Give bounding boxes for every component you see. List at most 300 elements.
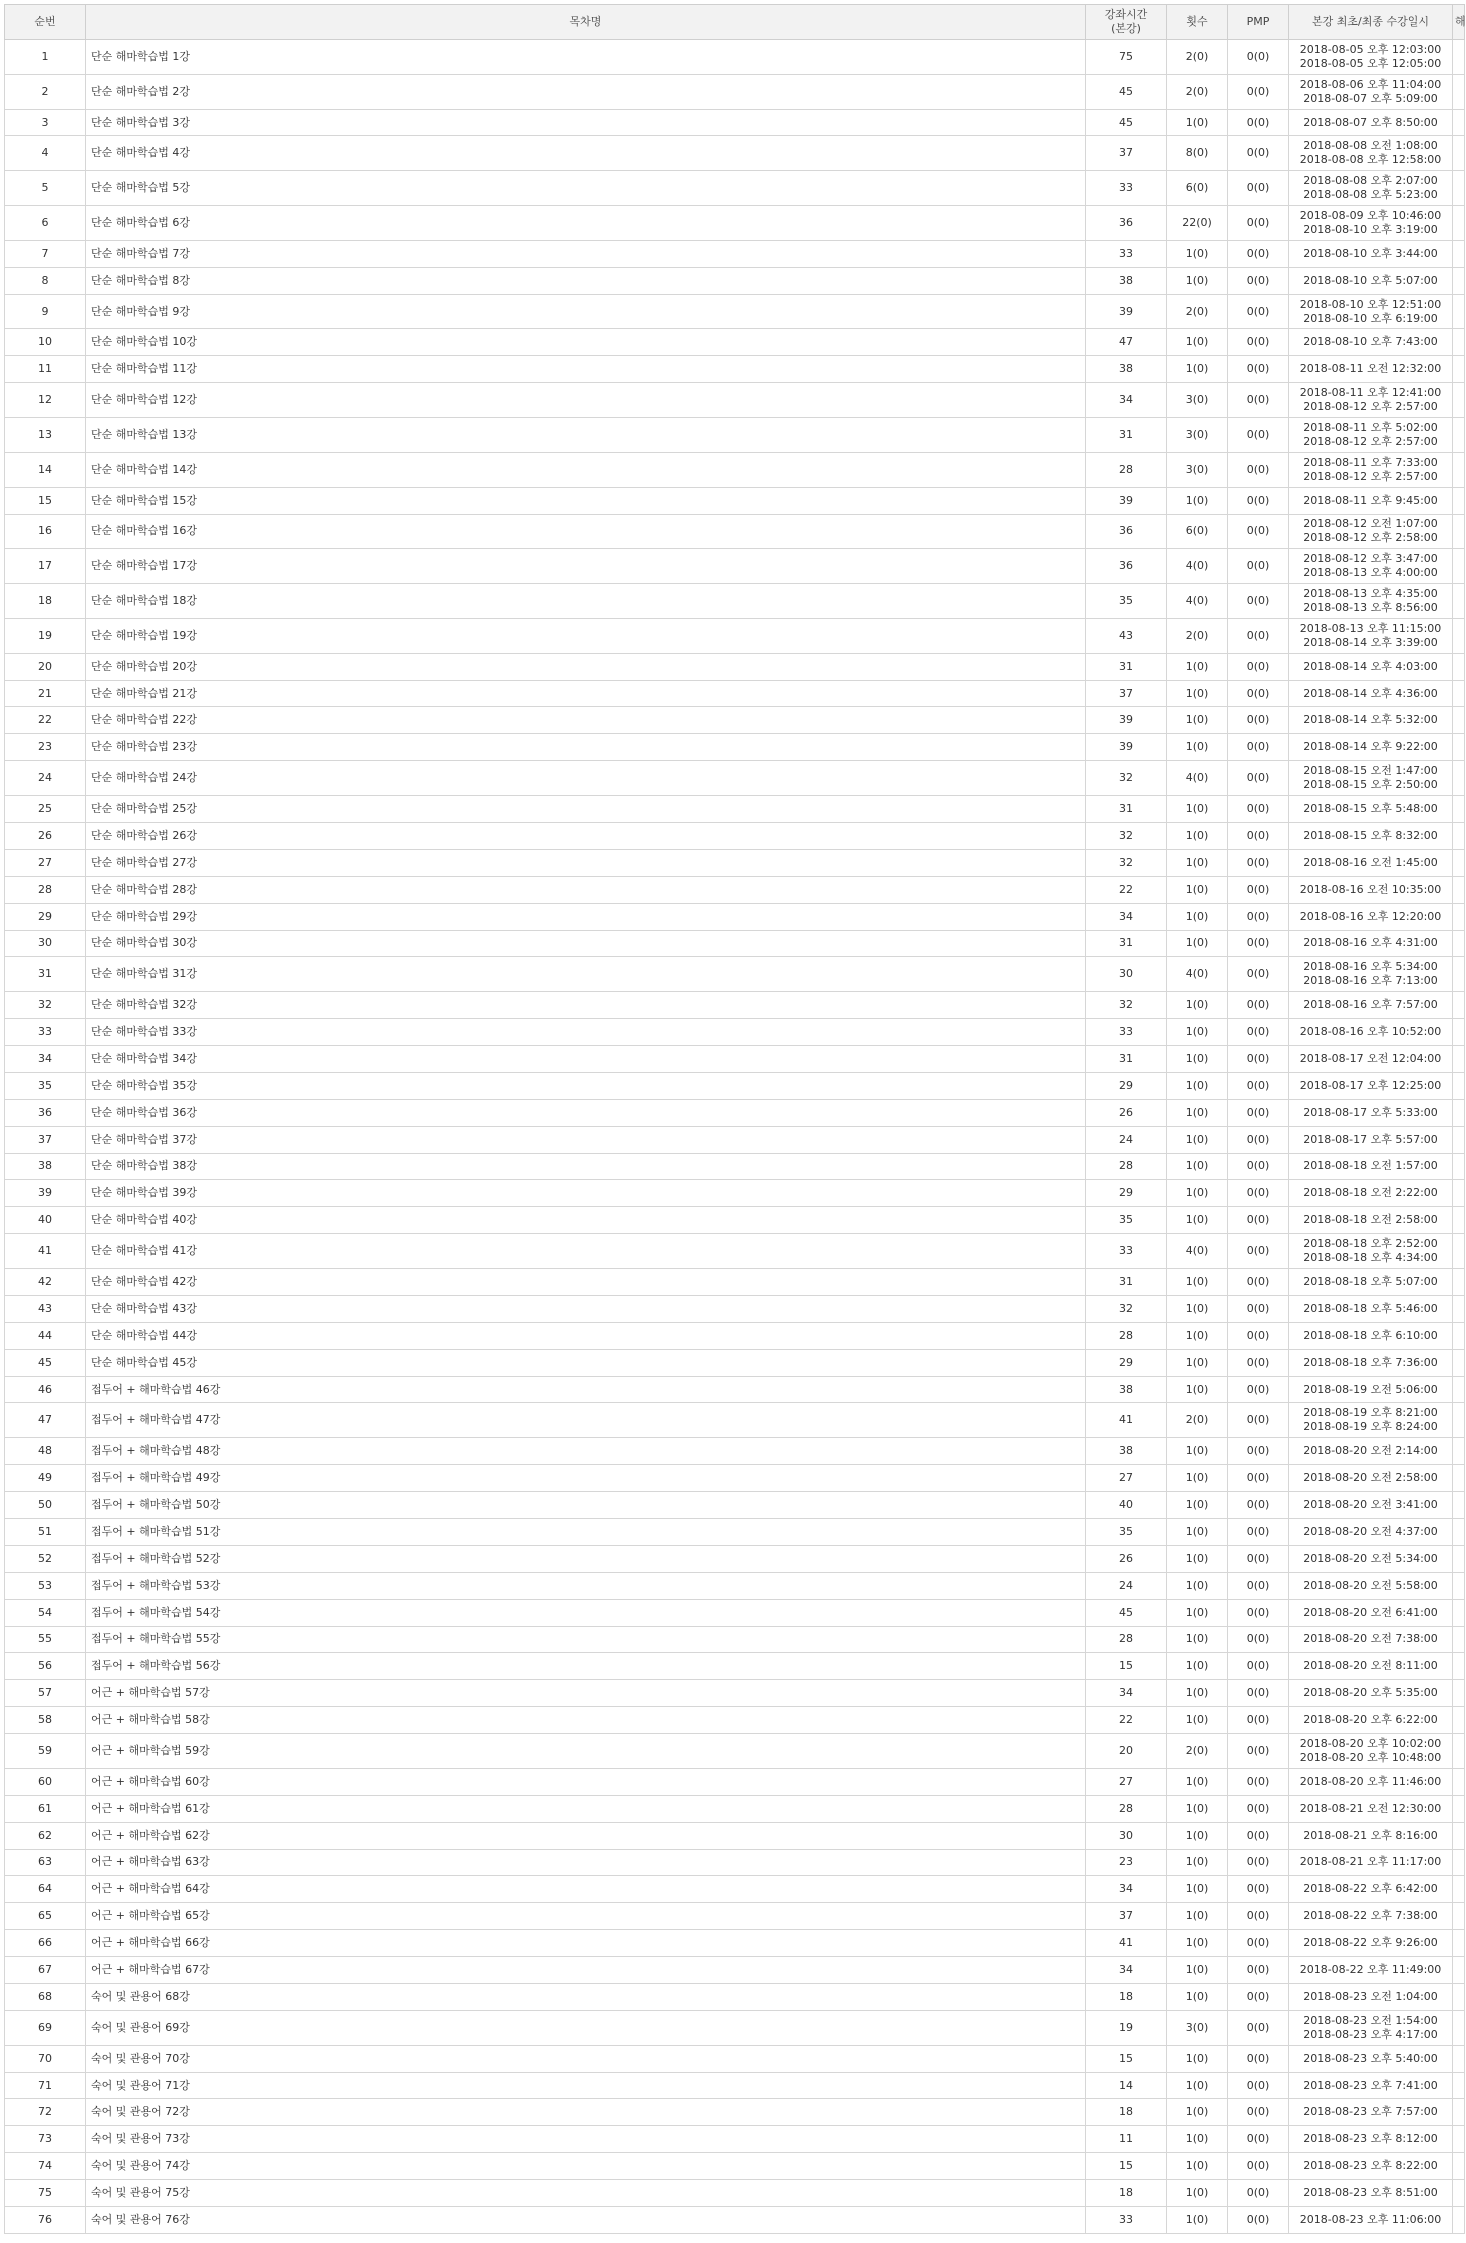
table-row <box>5 383 1465 418</box>
row-count: 4(0) <box>1167 761 1228 796</box>
row-extra <box>1453 707 1465 734</box>
table-row <box>5 1599 1465 1626</box>
row-count: 1(0) <box>1167 1322 1228 1349</box>
row-pmp: 0(0) <box>1228 734 1289 761</box>
row-no: 35 <box>5 1072 86 1099</box>
header-no: 순번 <box>5 5 86 40</box>
row-pmp: 0(0) <box>1228 1295 1289 1322</box>
row-date-first: 2018-08-11 오후 5:02:00 <box>1303 420 1438 434</box>
row-count: 1(0) <box>1167 653 1228 680</box>
row-no: 75 <box>5 2180 86 2207</box>
row-extra <box>1453 1903 1465 1930</box>
row-time: 36 <box>1086 514 1167 549</box>
row-count: 1(0) <box>1167 1626 1228 1653</box>
table-row <box>5 1126 1465 1153</box>
row-count: 1(0) <box>1167 1795 1228 1822</box>
row-no: 37 <box>5 1126 86 1153</box>
row-extra <box>1453 1707 1465 1734</box>
row-date-first: 2018-08-05 오후 12:03:00 <box>1299 42 1442 56</box>
row-dates <box>1289 2153 1453 2180</box>
table-row <box>5 1680 1465 1707</box>
row-pmp: 0(0) <box>1228 1572 1289 1599</box>
row-dates <box>1289 903 1453 930</box>
row-time: 39 <box>1086 707 1167 734</box>
row-no: 41 <box>5 1234 86 1269</box>
row-title: 어근 + 해마학습법 61강 <box>86 1795 1086 1822</box>
row-title: 접두어 + 해마학습법 48강 <box>86 1438 1086 1465</box>
row-count: 22(0) <box>1167 206 1228 241</box>
row-pmp: 0(0) <box>1228 40 1289 75</box>
row-date-first: 2018-08-11 오후 7:33:00 <box>1303 455 1438 469</box>
row-title: 어근 + 해마학습법 59강 <box>86 1734 1086 1769</box>
table-row <box>5 1207 1465 1234</box>
row-dates <box>1289 584 1453 619</box>
lecture-history-table-container <box>4 4 1466 2234</box>
row-pmp: 0(0) <box>1228 1768 1289 1795</box>
row-time: 29 <box>1086 1072 1167 1099</box>
row-time: 36 <box>1086 206 1167 241</box>
row-dates <box>1289 418 1453 453</box>
row-date-first: 2018-08-18 오후 7:36:00 <box>1303 1355 1438 1369</box>
row-date-first: 2018-08-21 오전 12:30:00 <box>1299 1801 1442 1815</box>
row-title: 단순 해마학습법 33강 <box>86 1019 1086 1046</box>
row-title: 단순 해마학습법 13강 <box>86 418 1086 453</box>
table-row <box>5 734 1465 761</box>
row-time: 28 <box>1086 1153 1167 1180</box>
table-row <box>5 584 1465 619</box>
row-extra <box>1453 2072 1465 2099</box>
row-dates <box>1289 707 1453 734</box>
row-extra <box>1453 1072 1465 1099</box>
row-time: 38 <box>1086 356 1167 383</box>
row-count: 1(0) <box>1167 2072 1228 2099</box>
row-extra <box>1453 1626 1465 1653</box>
row-no: 12 <box>5 383 86 418</box>
row-count: 1(0) <box>1167 1707 1228 1734</box>
row-date-first: 2018-08-15 오후 8:32:00 <box>1303 828 1438 842</box>
row-dates <box>1289 452 1453 487</box>
table-row <box>5 171 1465 206</box>
row-extra <box>1453 2045 1465 2072</box>
row-dates <box>1289 356 1453 383</box>
table-row <box>5 136 1465 171</box>
row-count: 2(0) <box>1167 1734 1228 1769</box>
row-time: 22 <box>1086 1707 1167 1734</box>
table-row <box>5 2126 1465 2153</box>
row-count: 3(0) <box>1167 2010 1228 2045</box>
row-title: 단순 해마학습법 40강 <box>86 1207 1086 1234</box>
row-extra <box>1453 1180 1465 1207</box>
table-row <box>5 267 1465 294</box>
row-time: 32 <box>1086 992 1167 1019</box>
row-title: 단순 해마학습법 30강 <box>86 930 1086 957</box>
row-time: 31 <box>1086 930 1167 957</box>
row-extra <box>1453 1099 1465 1126</box>
row-dates <box>1289 109 1453 136</box>
row-date-first: 2018-08-11 오전 12:32:00 <box>1299 362 1442 376</box>
row-extra <box>1453 2010 1465 2045</box>
row-time: 29 <box>1086 1180 1167 1207</box>
table-row <box>5 903 1465 930</box>
row-title: 단순 해마학습법 25강 <box>86 796 1086 823</box>
row-time: 36 <box>1086 549 1167 584</box>
table-row <box>5 1376 1465 1403</box>
row-dates <box>1289 514 1453 549</box>
row-no: 18 <box>5 584 86 619</box>
row-title: 단순 해마학습법 45강 <box>86 1349 1086 1376</box>
row-extra <box>1453 206 1465 241</box>
row-time: 39 <box>1086 487 1167 514</box>
row-date-first: 2018-08-12 오후 3:47:00 <box>1303 552 1438 566</box>
row-dates <box>1289 1126 1453 1153</box>
row-dates <box>1289 1269 1453 1296</box>
row-extra <box>1453 267 1465 294</box>
row-count: 1(0) <box>1167 1903 1228 1930</box>
row-title: 단순 해마학습법 18강 <box>86 584 1086 619</box>
row-pmp: 0(0) <box>1228 1707 1289 1734</box>
row-date-first: 2018-08-11 오후 9:45:00 <box>1303 493 1438 507</box>
row-time: 29 <box>1086 1349 1167 1376</box>
row-title: 단순 해마학습법 29강 <box>86 903 1086 930</box>
row-no: 8 <box>5 267 86 294</box>
row-pmp: 0(0) <box>1228 1403 1289 1438</box>
table-row <box>5 1153 1465 1180</box>
row-extra <box>1453 1795 1465 1822</box>
row-time: 34 <box>1086 1876 1167 1903</box>
row-title: 단순 해마학습법 24강 <box>86 761 1086 796</box>
row-date-first: 2018-08-23 오후 11:06:00 <box>1299 2212 1442 2226</box>
row-dates <box>1289 1492 1453 1519</box>
row-no: 28 <box>5 876 86 903</box>
row-pmp: 0(0) <box>1228 1207 1289 1234</box>
row-count: 1(0) <box>1167 487 1228 514</box>
row-date-first: 2018-08-16 오후 12:20:00 <box>1299 909 1442 923</box>
row-dates <box>1289 1680 1453 1707</box>
row-date-first: 2018-08-16 오전 1:45:00 <box>1303 855 1438 869</box>
row-title: 단순 해마학습법 11강 <box>86 356 1086 383</box>
row-date-first: 2018-08-18 오전 2:22:00 <box>1303 1186 1438 1200</box>
row-extra <box>1453 876 1465 903</box>
row-extra <box>1453 418 1465 453</box>
row-date-first: 2018-08-20 오전 5:34:00 <box>1303 1551 1438 1565</box>
row-time: 41 <box>1086 1403 1167 1438</box>
row-dates <box>1289 1465 1453 1492</box>
row-dates <box>1289 1903 1453 1930</box>
row-date-first: 2018-08-20 오후 10:02:00 <box>1299 1736 1442 1750</box>
row-no: 47 <box>5 1403 86 1438</box>
row-time: 32 <box>1086 761 1167 796</box>
row-title: 단순 해마학습법 35강 <box>86 1072 1086 1099</box>
row-extra <box>1453 957 1465 992</box>
row-pmp: 0(0) <box>1228 1518 1289 1545</box>
row-extra <box>1453 1322 1465 1349</box>
row-date-first: 2018-08-16 오후 5:34:00 <box>1303 960 1438 974</box>
row-extra <box>1453 329 1465 356</box>
row-no: 64 <box>5 1876 86 1903</box>
table-row <box>5 822 1465 849</box>
table-row <box>5 618 1465 653</box>
table-row <box>5 1572 1465 1599</box>
row-no: 16 <box>5 514 86 549</box>
table-row <box>5 680 1465 707</box>
row-date-first: 2018-08-20 오전 2:58:00 <box>1303 1471 1438 1485</box>
row-no: 14 <box>5 452 86 487</box>
row-date-last: 2018-08-08 오후 12:58:00 <box>1299 153 1442 167</box>
row-title: 단순 해마학습법 14강 <box>86 452 1086 487</box>
row-date-first: 2018-08-14 오후 4:03:00 <box>1303 659 1438 673</box>
row-dates <box>1289 2126 1453 2153</box>
table-row <box>5 1822 1465 1849</box>
row-pmp: 0(0) <box>1228 1492 1289 1519</box>
row-title: 단순 해마학습법 27강 <box>86 849 1086 876</box>
row-pmp: 0(0) <box>1228 1322 1289 1349</box>
row-no: 55 <box>5 1626 86 1653</box>
row-no: 26 <box>5 822 86 849</box>
row-time: 26 <box>1086 1545 1167 1572</box>
row-dates <box>1289 822 1453 849</box>
row-pmp: 0(0) <box>1228 383 1289 418</box>
row-dates <box>1289 734 1453 761</box>
row-pmp: 0(0) <box>1228 1438 1289 1465</box>
row-pmp: 0(0) <box>1228 1019 1289 1046</box>
table-row <box>5 1465 1465 1492</box>
row-count: 1(0) <box>1167 1983 1228 2010</box>
row-pmp: 0(0) <box>1228 903 1289 930</box>
row-pmp: 0(0) <box>1228 1045 1289 1072</box>
row-extra <box>1453 171 1465 206</box>
row-dates <box>1289 1349 1453 1376</box>
row-no: 29 <box>5 903 86 930</box>
row-pmp: 0(0) <box>1228 329 1289 356</box>
row-time: 40 <box>1086 1492 1167 1519</box>
row-extra <box>1453 680 1465 707</box>
row-date-last: 2018-08-16 오후 7:13:00 <box>1303 974 1438 988</box>
table-row <box>5 240 1465 267</box>
row-title: 접두어 + 해마학습법 51강 <box>86 1518 1086 1545</box>
row-extra <box>1453 1518 1465 1545</box>
row-no: 53 <box>5 1572 86 1599</box>
row-title: 단순 해마학습법 39강 <box>86 1180 1086 1207</box>
row-no: 33 <box>5 1019 86 1046</box>
table-row <box>5 1099 1465 1126</box>
row-extra <box>1453 1207 1465 1234</box>
row-count: 1(0) <box>1167 992 1228 1019</box>
row-date-first: 2018-08-23 오후 8:12:00 <box>1303 2132 1438 2146</box>
row-date-first: 2018-08-21 오후 11:17:00 <box>1299 1855 1442 1869</box>
row-date-first: 2018-08-13 오후 4:35:00 <box>1303 587 1438 600</box>
row-pmp: 0(0) <box>1228 1269 1289 1296</box>
row-date-first: 2018-08-14 오후 9:22:00 <box>1303 740 1438 754</box>
row-no: 66 <box>5 1930 86 1957</box>
row-date-first: 2018-08-23 오후 8:51:00 <box>1303 2186 1438 2200</box>
row-count: 1(0) <box>1167 707 1228 734</box>
row-title: 단순 해마학습법 15강 <box>86 487 1086 514</box>
row-date-first: 2018-08-20 오전 6:41:00 <box>1303 1605 1438 1619</box>
row-date-first: 2018-08-15 오후 5:48:00 <box>1303 802 1438 815</box>
row-count: 1(0) <box>1167 1572 1228 1599</box>
table-row <box>5 1492 1465 1519</box>
row-pmp: 0(0) <box>1228 849 1289 876</box>
row-pmp: 0(0) <box>1228 418 1289 453</box>
row-date-first: 2018-08-10 오후 7:43:00 <box>1303 335 1438 349</box>
row-date-first: 2018-08-15 오전 1:47:00 <box>1303 764 1438 778</box>
row-extra <box>1453 1153 1465 1180</box>
row-date-first: 2018-08-20 오전 3:41:00 <box>1303 1497 1438 1511</box>
row-time: 31 <box>1086 418 1167 453</box>
row-no: 6 <box>5 206 86 241</box>
row-pmp: 0(0) <box>1228 680 1289 707</box>
row-count: 1(0) <box>1167 2180 1228 2207</box>
row-count: 1(0) <box>1167 1269 1228 1296</box>
row-no: 7 <box>5 240 86 267</box>
row-extra <box>1453 514 1465 549</box>
row-pmp: 0(0) <box>1228 136 1289 171</box>
row-pmp: 0(0) <box>1228 1734 1289 1769</box>
row-no: 69 <box>5 2010 86 2045</box>
row-title: 단순 해마학습법 5강 <box>86 171 1086 206</box>
row-count: 1(0) <box>1167 1492 1228 1519</box>
row-title: 접두어 + 해마학습법 52강 <box>86 1545 1086 1572</box>
row-no: 48 <box>5 1438 86 1465</box>
row-date-first: 2018-08-22 오후 7:38:00 <box>1303 1909 1438 1923</box>
row-no: 31 <box>5 957 86 992</box>
row-title: 접두어 + 해마학습법 47강 <box>86 1403 1086 1438</box>
row-date-first: 2018-08-18 오후 2:52:00 <box>1303 1237 1438 1251</box>
row-time: 33 <box>1086 240 1167 267</box>
row-no: 11 <box>5 356 86 383</box>
row-date-first: 2018-08-23 오전 1:04:00 <box>1303 1989 1438 2003</box>
row-time: 30 <box>1086 1822 1167 1849</box>
table-row <box>5 1269 1465 1296</box>
row-date-first: 2018-08-18 오후 5:07:00 <box>1303 1274 1438 1288</box>
row-pmp: 0(0) <box>1228 2153 1289 2180</box>
row-count: 1(0) <box>1167 1849 1228 1876</box>
row-count: 4(0) <box>1167 1234 1228 1269</box>
row-dates <box>1289 1045 1453 1072</box>
row-extra <box>1453 74 1465 109</box>
table-row <box>5 1768 1465 1795</box>
row-dates <box>1289 383 1453 418</box>
table-row <box>5 1957 1465 1984</box>
row-extra <box>1453 356 1465 383</box>
row-time: 24 <box>1086 1572 1167 1599</box>
row-count: 4(0) <box>1167 957 1228 992</box>
row-extra <box>1453 2099 1465 2126</box>
row-extra <box>1453 40 1465 75</box>
row-dates <box>1289 2072 1453 2099</box>
row-date-first: 2018-08-17 오후 12:25:00 <box>1299 1078 1442 1092</box>
row-extra <box>1453 1849 1465 1876</box>
table-row <box>5 329 1465 356</box>
row-count: 1(0) <box>1167 1153 1228 1180</box>
row-dates <box>1289 2099 1453 2126</box>
row-date-first: 2018-08-22 오후 6:42:00 <box>1303 1882 1438 1896</box>
row-no: 67 <box>5 1957 86 1984</box>
row-dates <box>1289 1153 1453 1180</box>
row-pmp: 0(0) <box>1228 1349 1289 1376</box>
row-date-last: 2018-08-12 오후 2:57:00 <box>1303 400 1438 414</box>
row-title: 단순 해마학습법 10강 <box>86 329 1086 356</box>
row-pmp: 0(0) <box>1228 584 1289 619</box>
row-date-first: 2018-08-20 오전 4:37:00 <box>1303 1524 1438 1538</box>
row-dates <box>1289 1234 1453 1269</box>
table-row <box>5 1234 1465 1269</box>
row-no: 58 <box>5 1707 86 1734</box>
row-pmp: 0(0) <box>1228 2207 1289 2234</box>
row-extra <box>1453 992 1465 1019</box>
row-no: 44 <box>5 1322 86 1349</box>
row-extra <box>1453 1822 1465 1849</box>
row-time: 28 <box>1086 452 1167 487</box>
row-title: 단순 해마학습법 38강 <box>86 1153 1086 1180</box>
row-title: 접두어 + 해마학습법 50강 <box>86 1492 1086 1519</box>
row-count: 1(0) <box>1167 267 1228 294</box>
row-dates <box>1289 2180 1453 2207</box>
row-time: 28 <box>1086 1322 1167 1349</box>
row-title: 숙어 및 관용어 70강 <box>86 2045 1086 2072</box>
row-count: 1(0) <box>1167 1545 1228 1572</box>
row-dates <box>1289 2207 1453 2234</box>
row-count: 1(0) <box>1167 1768 1228 1795</box>
row-extra <box>1453 2153 1465 2180</box>
row-count: 3(0) <box>1167 418 1228 453</box>
row-extra <box>1453 1269 1465 1296</box>
row-extra <box>1453 2126 1465 2153</box>
row-title: 어근 + 해마학습법 60강 <box>86 1768 1086 1795</box>
row-date-first: 2018-08-16 오전 10:35:00 <box>1299 882 1442 896</box>
row-extra <box>1453 1492 1465 1519</box>
row-count: 3(0) <box>1167 452 1228 487</box>
row-no: 24 <box>5 761 86 796</box>
row-extra <box>1453 849 1465 876</box>
header-extra: 해 <box>1453 5 1465 40</box>
row-extra <box>1453 1876 1465 1903</box>
row-pmp: 0(0) <box>1228 356 1289 383</box>
row-count: 1(0) <box>1167 329 1228 356</box>
row-date-first: 2018-08-21 오후 8:16:00 <box>1303 1828 1438 1842</box>
row-pmp: 0(0) <box>1228 1072 1289 1099</box>
row-title: 어근 + 해마학습법 64강 <box>86 1876 1086 1903</box>
row-time: 39 <box>1086 734 1167 761</box>
row-date-first: 2018-08-12 오전 1:07:00 <box>1303 517 1438 531</box>
row-pmp: 0(0) <box>1228 1099 1289 1126</box>
row-no: 56 <box>5 1653 86 1680</box>
row-date-last: 2018-08-13 오후 4:00:00 <box>1303 566 1438 580</box>
row-pmp: 0(0) <box>1228 1234 1289 1269</box>
row-extra <box>1453 1403 1465 1438</box>
row-title: 단순 해마학습법 1강 <box>86 40 1086 75</box>
row-pmp: 0(0) <box>1228 822 1289 849</box>
row-no: 70 <box>5 2045 86 2072</box>
row-time: 15 <box>1086 2045 1167 2072</box>
row-time: 38 <box>1086 1438 1167 1465</box>
row-pmp: 0(0) <box>1228 1653 1289 1680</box>
row-time: 15 <box>1086 1653 1167 1680</box>
table-row <box>5 1876 1465 1903</box>
row-dates <box>1289 680 1453 707</box>
row-title: 단순 해마학습법 20강 <box>86 653 1086 680</box>
row-title: 어근 + 해마학습법 66강 <box>86 1930 1086 1957</box>
row-extra <box>1453 1295 1465 1322</box>
row-count: 3(0) <box>1167 383 1228 418</box>
header-pmp: PMP <box>1228 5 1289 40</box>
row-title: 단순 해마학습법 26강 <box>86 822 1086 849</box>
row-pmp: 0(0) <box>1228 1876 1289 1903</box>
table-row <box>5 109 1465 136</box>
row-no: 10 <box>5 329 86 356</box>
row-title: 접두어 + 해마학습법 46강 <box>86 1376 1086 1403</box>
row-title: 단순 해마학습법 8강 <box>86 267 1086 294</box>
